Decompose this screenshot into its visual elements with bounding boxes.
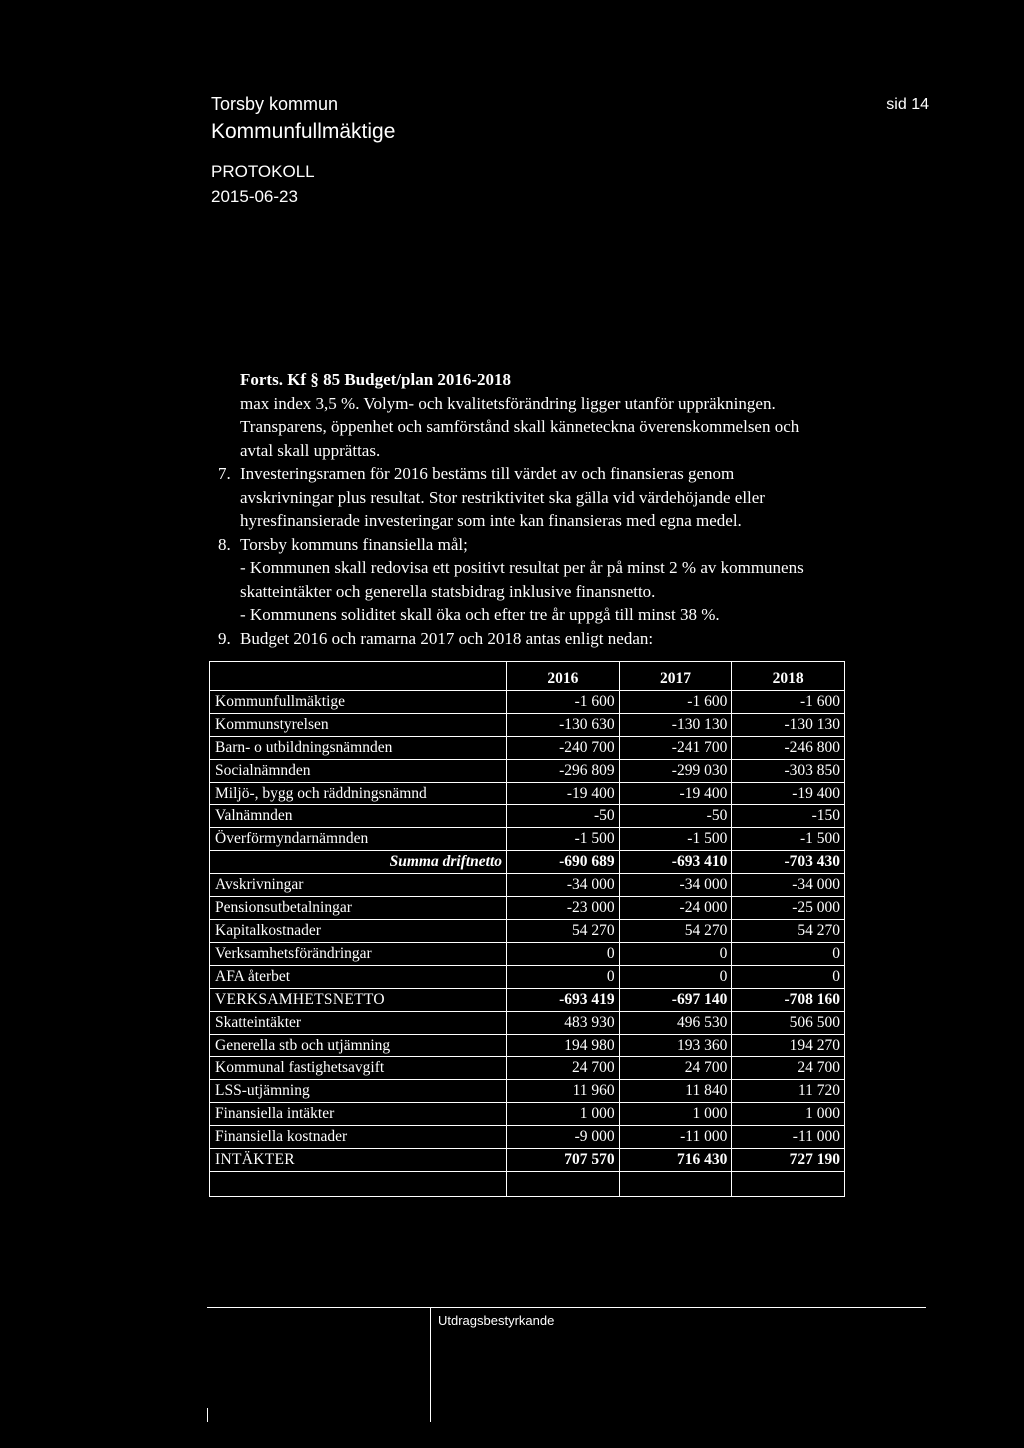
item-line: skatteintäkter och generella statsbidrag inklusive finansnetto. — [240, 581, 656, 601]
item-line: avskrivningar plus resultat. Stor restriktivitet ska gälla vid värdehöjande eller — [240, 487, 765, 507]
cell-value: 24 700 — [507, 1057, 620, 1080]
table-row — [210, 782, 845, 805]
cell-value: 54 270 — [732, 919, 845, 942]
cell-value: 496 530 — [619, 1011, 732, 1034]
table-row — [210, 805, 845, 828]
cell-value: -23 000 — [507, 897, 620, 920]
list-item-9 — [218, 627, 918, 651]
row-label: Kommunal fastighetsavgift — [210, 1057, 507, 1080]
cell-value: 0 — [507, 942, 620, 965]
table-row — [210, 1080, 845, 1103]
row-label: Barn- o utbildningsnämnden — [210, 736, 507, 759]
column-header: 2018 — [732, 662, 845, 691]
cell-value: -690 689 — [507, 851, 620, 874]
row-label: Miljö-, bygg och räddningsnämnd — [210, 782, 507, 805]
cell-value: 506 500 — [732, 1011, 845, 1034]
table-row — [210, 965, 845, 988]
table-row — [210, 736, 845, 759]
cell-value: 1 000 — [507, 1103, 620, 1126]
section-heading: Forts. Kf § 85 Budget/plan 2016-2018 — [240, 370, 512, 389]
cell-value: -34 000 — [619, 874, 732, 897]
row-label: LSS-utjämning — [210, 1080, 507, 1103]
table-row — [210, 713, 845, 736]
table-row — [210, 874, 845, 897]
cell-value: -241 700 — [619, 736, 732, 759]
footer-column-divider — [430, 1307, 431, 1422]
document-body — [218, 368, 918, 650]
cell-value: -1 600 — [619, 690, 732, 713]
row-label: Valnämnden — [210, 805, 507, 828]
cell-value: -703 430 — [732, 851, 845, 874]
cell-value: 716 430 — [619, 1149, 732, 1172]
row-label: Finansiella intäkter — [210, 1103, 507, 1126]
table-row — [210, 1103, 845, 1126]
cell-value: 0 — [619, 965, 732, 988]
cell-value: -34 000 — [732, 874, 845, 897]
cell-value: -19 400 — [619, 782, 732, 805]
cell-value: 0 — [732, 965, 845, 988]
continuation-line: avtal skall upprättas. — [240, 440, 381, 460]
cell-value: -130 630 — [507, 713, 620, 736]
doc-type: PROTOKOLL — [211, 162, 315, 181]
cell-value: 0 — [619, 942, 732, 965]
table-row — [210, 1011, 845, 1034]
column-header: 2016 — [507, 662, 620, 691]
cell-value: 727 190 — [732, 1149, 845, 1172]
cell-value: 1 000 — [619, 1103, 732, 1126]
cell-value: 54 270 — [507, 919, 620, 942]
cell-value: -150 — [732, 805, 845, 828]
column-header: 2017 — [619, 662, 732, 691]
table-row — [210, 897, 845, 920]
table-row — [210, 851, 845, 874]
table-row — [210, 690, 845, 713]
cell-value: 194 980 — [507, 1034, 620, 1057]
row-label: Överförmyndarnämnden — [210, 828, 507, 851]
cell-value: -240 700 — [507, 736, 620, 759]
cell-value: -11 000 — [732, 1126, 845, 1149]
cell-value: -9 000 — [507, 1126, 620, 1149]
cell-value — [732, 1171, 845, 1196]
cell-value: -1 500 — [732, 828, 845, 851]
cell-value: -25 000 — [732, 897, 845, 920]
footer-divider — [207, 1307, 926, 1308]
cell-value: 11 720 — [732, 1080, 845, 1103]
row-label: Kapitalkostnader — [210, 919, 507, 942]
table-row — [210, 828, 845, 851]
cell-value — [619, 1171, 732, 1196]
table-row — [210, 988, 845, 1011]
column-header — [210, 662, 507, 691]
row-label: Avskrivningar — [210, 874, 507, 897]
footer-label: Utdragsbestyrkande — [438, 1313, 555, 1328]
item-line: - Kommunen skall redovisa ett positivt resultat per år på minst 2 % av kommunens — [240, 558, 804, 577]
row-label: Finansiella kostnader — [210, 1126, 507, 1149]
cell-value: -19 400 — [507, 782, 620, 805]
cell-value: -11 000 — [619, 1126, 732, 1149]
cell-value: -693 410 — [619, 851, 732, 874]
row-label: Verksamhetsförändringar — [210, 942, 507, 965]
cell-value: 707 570 — [507, 1149, 620, 1172]
cell-value: 24 700 — [732, 1057, 845, 1080]
cell-value: -50 — [507, 805, 620, 828]
table-row — [210, 1057, 845, 1080]
list-item-7 — [218, 462, 918, 533]
row-label: AFA återbet — [210, 965, 507, 988]
cell-value: 483 930 — [507, 1011, 620, 1034]
cell-value — [507, 1171, 620, 1196]
cell-value: 1 000 — [732, 1103, 845, 1126]
cell-value: 194 270 — [732, 1034, 845, 1057]
row-label: Summa driftnetto — [210, 851, 507, 874]
row-label: Socialnämnden — [210, 759, 507, 782]
body-name: Kommunfullmäktige — [211, 120, 396, 143]
cell-value: -708 160 — [732, 988, 845, 1011]
cell-value: -246 800 — [732, 736, 845, 759]
page-number: sid 14 — [886, 96, 929, 113]
row-label: Skatteintäkter — [210, 1011, 507, 1034]
table-row — [210, 942, 845, 965]
row-label: Pensionsutbetalningar — [210, 897, 507, 920]
item-number: 8. — [218, 534, 231, 554]
cell-value: -693 419 — [507, 988, 620, 1011]
cell-value: 11 840 — [619, 1080, 732, 1103]
continuation-line: max index 3,5 %. Volym- och kvalitetsförändring ligger utanför uppräkningen. — [240, 393, 776, 413]
cell-value: 0 — [732, 942, 845, 965]
row-label: Kommunstyrelsen — [210, 713, 507, 736]
cell-value: -34 000 — [507, 874, 620, 897]
item-number: 9. — [218, 628, 231, 648]
item-line: Budget 2016 och ramarna 2017 och 2018 antas enligt nedan: — [240, 628, 654, 648]
row-label: VERKSAMHETSNETTO — [210, 988, 507, 1011]
table-header-row — [210, 662, 845, 691]
table-row — [210, 1126, 845, 1149]
table-row — [210, 919, 845, 942]
item-line: hyresfinansierade investeringar som inte kan finansieras med egna medel. — [240, 511, 742, 530]
row-label: Kommunfullmäktige — [210, 690, 507, 713]
item-line: Investeringsramen för 2016 bestäms till värdet av och finansieras genom — [240, 464, 735, 483]
cell-value: -1 500 — [507, 828, 620, 851]
cell-value: 0 — [507, 965, 620, 988]
cell-value: -130 130 — [619, 713, 732, 736]
row-label: INTÄKTER — [210, 1149, 507, 1172]
doc-date: 2015-06-23 — [211, 187, 298, 206]
cell-value: -697 140 — [619, 988, 732, 1011]
continuation-line: Transparens, öppenhet och samförstånd skall känneteckna överenskommelsen och — [240, 417, 800, 436]
footer-tick — [207, 1408, 208, 1422]
cell-value: -19 400 — [732, 782, 845, 805]
table-row — [210, 1149, 845, 1172]
cell-value: -303 850 — [732, 759, 845, 782]
cell-value: -299 030 — [619, 759, 732, 782]
table-row — [210, 759, 845, 782]
row-label — [210, 1171, 507, 1196]
cell-value: -1 600 — [732, 690, 845, 713]
cell-value: -1 500 — [619, 828, 732, 851]
item-line: Torsby kommuns finansiella mål; — [240, 534, 468, 554]
cell-value: -24 000 — [619, 897, 732, 920]
table-row — [210, 1034, 845, 1057]
table-row — [210, 1171, 845, 1196]
budget-table — [209, 661, 845, 1197]
cell-value: -50 — [619, 805, 732, 828]
cell-value: -296 809 — [507, 759, 620, 782]
item-number: 7. — [218, 464, 231, 483]
row-label: Generella stb och utjämning — [210, 1034, 507, 1057]
cell-value: -130 130 — [732, 713, 845, 736]
cell-value: 193 360 — [619, 1034, 732, 1057]
cell-value: 24 700 — [619, 1057, 732, 1080]
list-item-8 — [218, 533, 918, 627]
item-line: - Kommunens soliditet skall öka och efter tre år uppgå till minst 38 %. — [240, 605, 720, 624]
cell-value: -1 600 — [507, 690, 620, 713]
cell-value: 54 270 — [619, 919, 732, 942]
cell-value: 11 960 — [507, 1080, 620, 1103]
org-name: Torsby kommun — [211, 94, 339, 114]
